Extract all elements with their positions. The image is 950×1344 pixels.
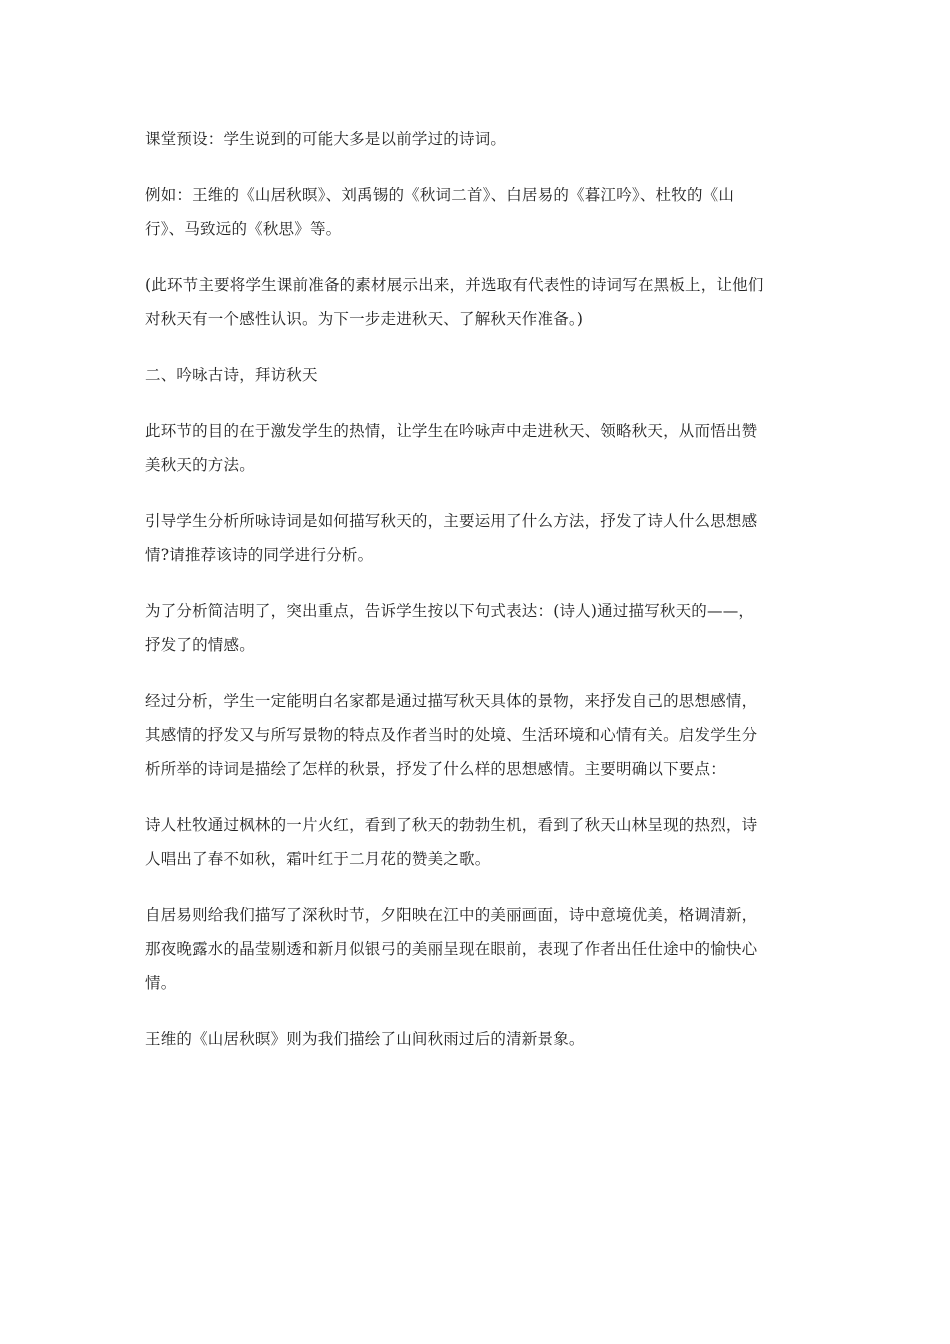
- paragraph-du-mu: [145, 808, 810, 876]
- text-line: 析所举的诗词是描绘了怎样的秋景，抒发了什么样的思想感情。主要明确以下要点：: [145, 760, 726, 778]
- paragraph-sentence-pattern: [145, 594, 810, 662]
- text-line: 课堂预设：学生说到的可能大多是以前学过的诗词。: [145, 130, 507, 148]
- section-heading: [145, 358, 810, 392]
- text-line: 抒发了的情感。: [145, 636, 255, 654]
- text-line: 此环节的目的在于激发学生的热情，让学生在吟咏声中走进秋天、领略秋天，从而悟出赞: [145, 422, 758, 440]
- paragraph-example-poems: [145, 178, 810, 246]
- document-body: [145, 122, 810, 1078]
- paragraph-lesson-preset: [145, 122, 810, 156]
- paragraph-guide-analysis: [145, 504, 810, 572]
- text-line: 对秋天有一个感性认识。为下一步走进秋天、了解秋天作准备。): [145, 310, 584, 328]
- text-line: 经过分析，学生一定能明白名家都是通过描写秋天具体的景物，来抒发自己的思想感情，: [145, 692, 758, 710]
- paragraph-stage-note: [145, 268, 810, 336]
- text-line: 人唱出了春不如秋，霜叶红于二月花的赞美之歌。: [145, 850, 491, 868]
- paragraph-stage-purpose: [145, 414, 810, 482]
- text-line: (此环节主要将学生课前准备的素材展示出来，并选取有代表性的诗词写在黑板上，让他们: [145, 276, 764, 294]
- text-line: 引导学生分析所咏诗词是如何描写秋天的，主要运用了什么方法，抒发了诗人什么思想感: [145, 512, 758, 530]
- paragraph-bai-juyi: [145, 898, 810, 1000]
- text-line: 为了分析简洁明了，突出重点，告诉学生按以下句式表达：(诗人)通过描写秋天的——，: [145, 602, 755, 620]
- text-line: 情?请推荐该诗的同学进行分析。: [145, 546, 374, 564]
- text-line: 诗人杜牧通过枫林的一片火红，看到了秋天的勃勃生机，看到了秋天山林呈现的热烈，诗: [145, 816, 758, 834]
- text-line: 美秋天的方法。: [145, 456, 255, 474]
- text-line: 自居易则给我们描写了深秋时节，夕阳映在江中的美丽画面，诗中意境优美，格调清新，: [145, 906, 758, 924]
- text-line: 例如：王维的《山居秋暝》、刘禹锡的《秋词二首》、白居易的《暮江吟》、杜牧的《山: [145, 186, 735, 204]
- text-line: 那夜晚露水的晶莹剔透和新月似银弓的美丽呈现在眼前，表现了作者出任仕途中的愉快心: [145, 940, 758, 958]
- text-line: 王维的《山居秋暝》则为我们描绘了山间秋雨过后的清新景象。: [145, 1030, 585, 1048]
- paragraph-analysis-result: [145, 684, 810, 786]
- section-heading-text: 二、吟咏古诗，拜访秋天: [145, 366, 318, 384]
- text-line: 其感情的抒发又与所写景物的特点及作者当时的处境、生活环境和心情有关。启发学生分: [145, 726, 758, 744]
- text-line: 行》、马致远的《秋思》等。: [145, 220, 342, 238]
- paragraph-wang-wei: [145, 1022, 810, 1056]
- text-line: 情。: [145, 974, 177, 992]
